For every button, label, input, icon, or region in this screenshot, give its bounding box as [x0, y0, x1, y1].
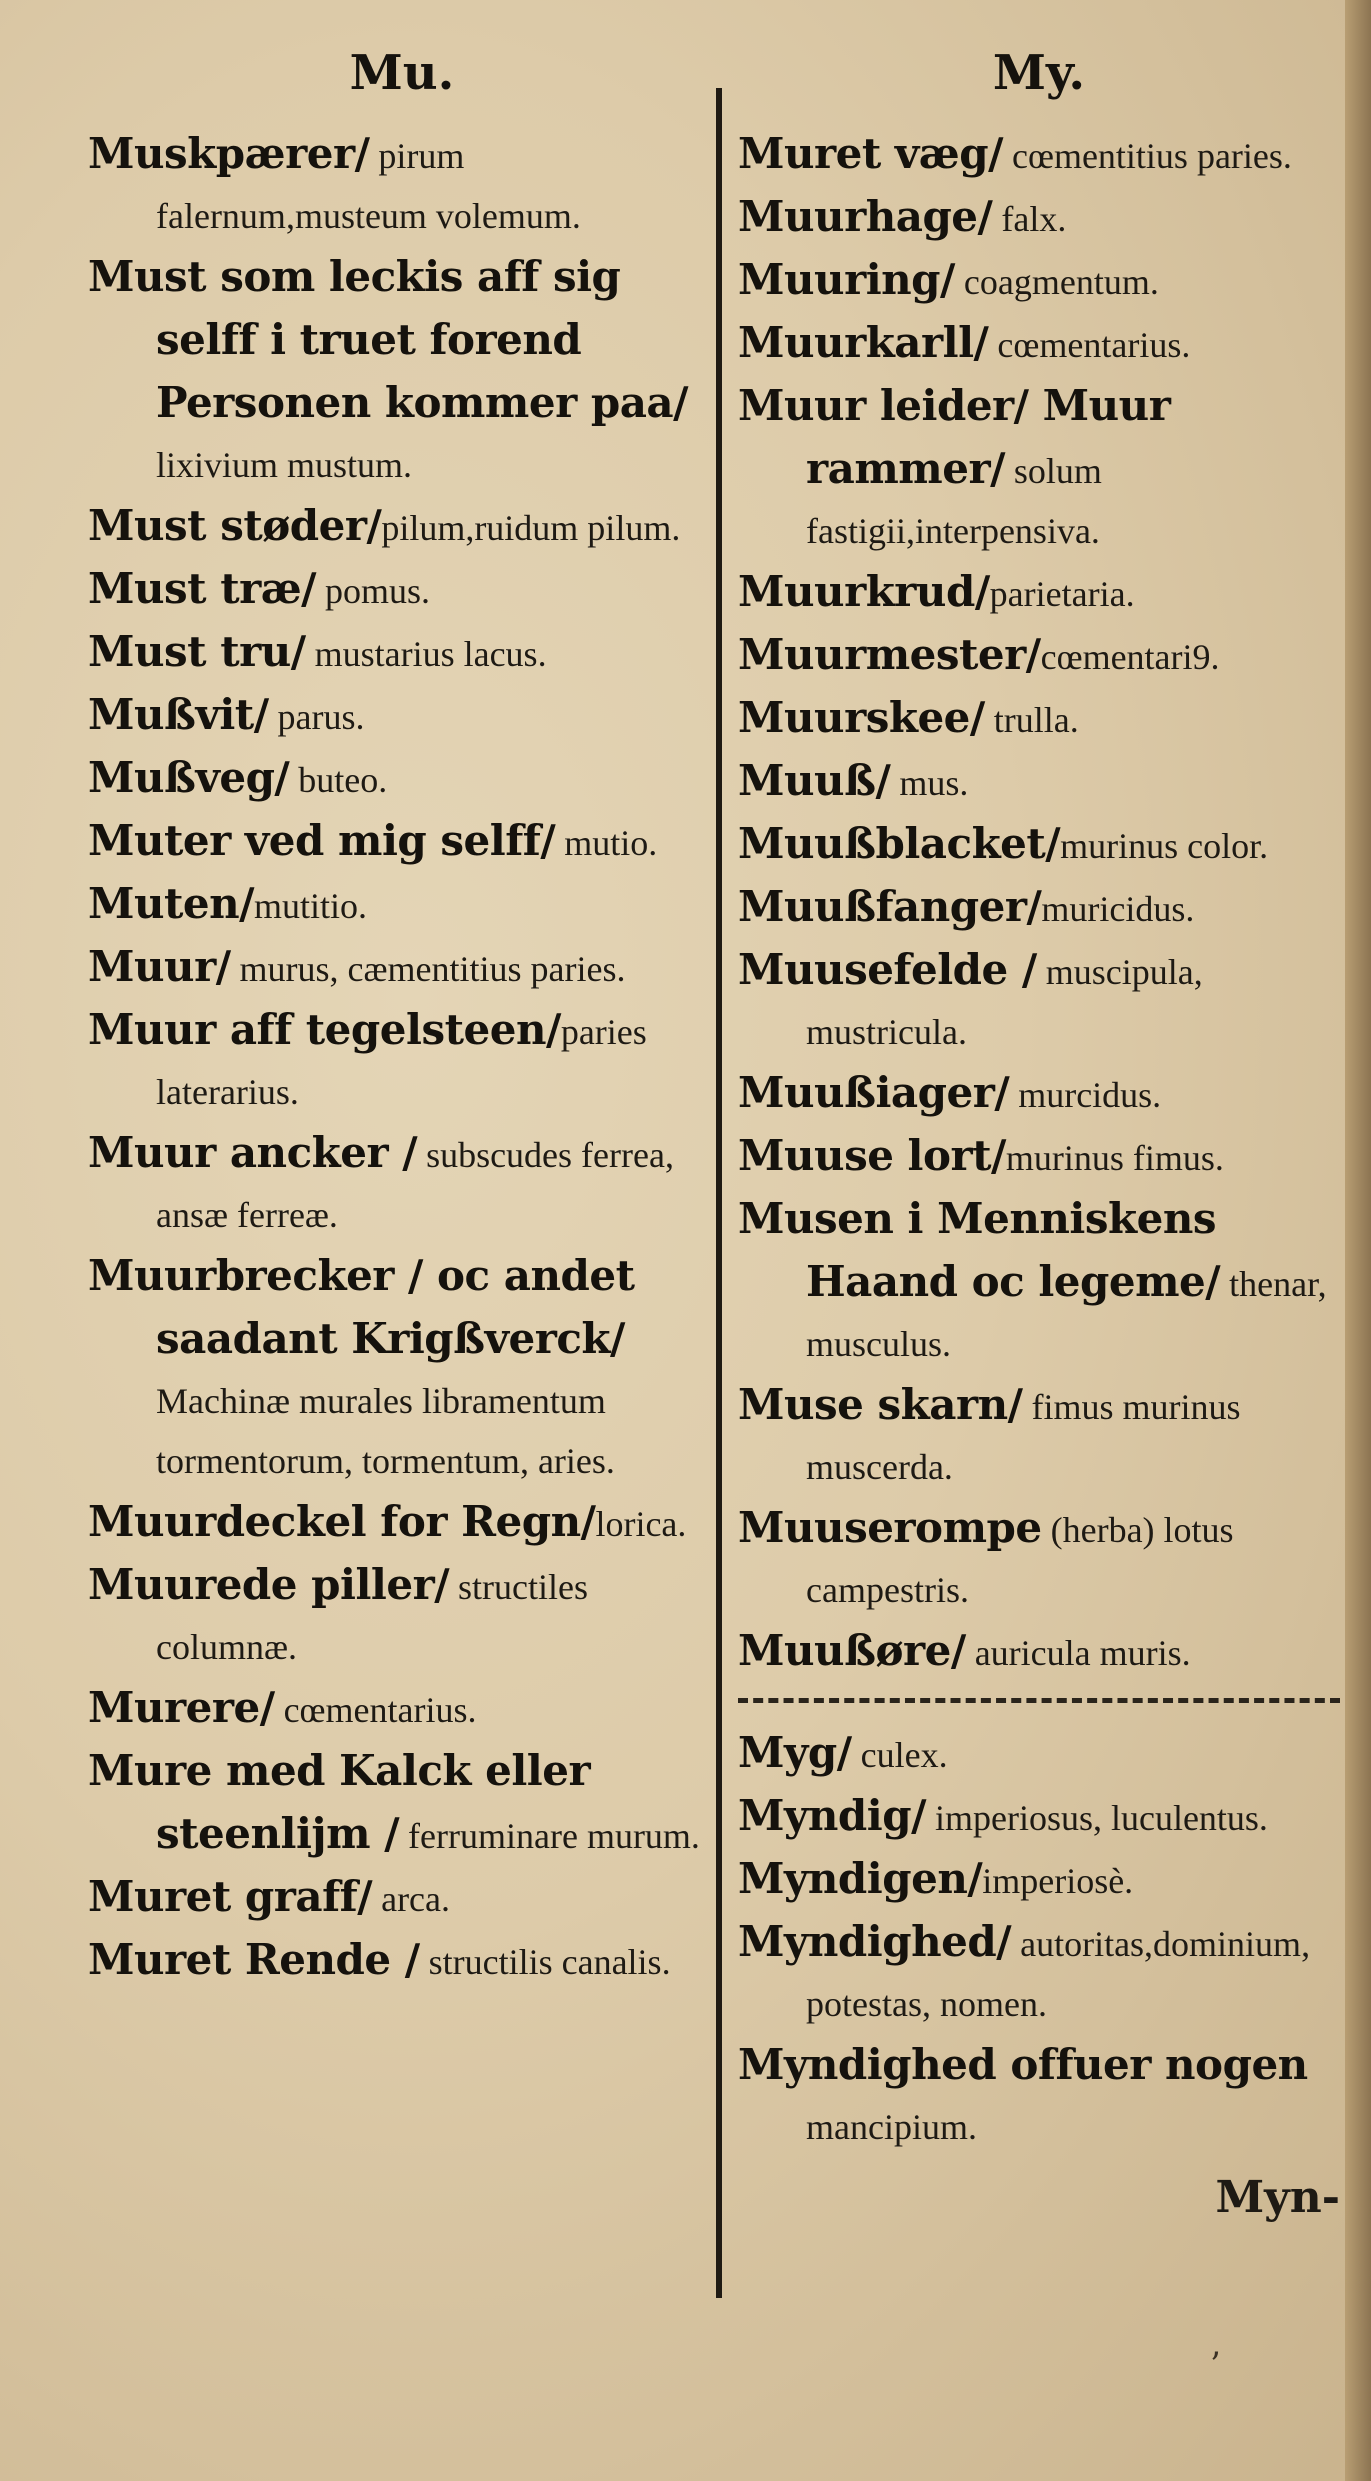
- entry-headword: Muuserompe: [738, 1503, 1042, 1552]
- entry-headword: Muret graff/: [88, 1872, 373, 1921]
- entry-gloss: imperiosè.: [982, 1861, 1134, 1901]
- entry-headword: Muur/: [88, 942, 231, 991]
- dictionary-entry: [738, 1849, 1340, 1912]
- dictionary-entry: [738, 1621, 1340, 1684]
- dictionary-entry: [88, 1867, 716, 1930]
- dictionary-entry: [738, 814, 1340, 877]
- entry-gloss: solum fastigii,interpensiva.: [806, 451, 1102, 551]
- entry-headword: Muskpærer/: [88, 129, 370, 178]
- entry-gloss: Machinæ murales libramentum tormentorum, tormentum, aries.: [156, 1381, 615, 1481]
- dictionary-entry: [738, 1786, 1340, 1849]
- right-entry-list-top: [738, 124, 1340, 1684]
- entry-headword: Murere/: [88, 1683, 275, 1732]
- dictionary-entry: [88, 937, 716, 1000]
- entry-gloss: cœmentari9.: [1040, 637, 1220, 677]
- dictionary-entry: [88, 1930, 716, 1993]
- entry-headword: Muur aff tegelsteen/: [88, 1005, 561, 1054]
- entry-headword: Muuring/: [738, 255, 955, 304]
- right-column: [738, 40, 1340, 2227]
- entry-gloss: mutitio.: [254, 886, 368, 926]
- entry-headword: Mußveg/: [88, 753, 290, 802]
- entry-gloss: subscudes ferrea, ansæ ferreæ.: [156, 1135, 674, 1235]
- entry-gloss: falx.: [992, 199, 1067, 239]
- entry-headword: Muuse lort/: [738, 1131, 1006, 1180]
- right-running-head: My.: [992, 45, 1086, 101]
- dictionary-entry: [738, 877, 1340, 940]
- entry-headword: Must tru/: [88, 627, 306, 676]
- left-running-head: Mu.: [349, 45, 455, 101]
- left-column: [88, 40, 716, 1993]
- entry-headword: Muurmester/: [738, 630, 1041, 679]
- dictionary-entry: [88, 811, 716, 874]
- entry-headword: Must træ/: [88, 564, 317, 613]
- entry-gloss: coagmentum.: [954, 262, 1159, 302]
- dictionary-entry: [88, 1000, 716, 1123]
- dictionary-entry: [738, 376, 1340, 562]
- entry-gloss: mancipium.: [806, 2107, 977, 2147]
- entry-gloss: murinus color.: [1060, 826, 1269, 866]
- entry-headword: Muußblacket/: [738, 819, 1061, 868]
- entry-gloss: muscipula, mustricula.: [806, 952, 1203, 1052]
- entry-gloss: pomus.: [316, 571, 431, 611]
- entry-headword: Muter ved mig selff/: [88, 816, 556, 865]
- entry-headword: Muußiager/: [738, 1068, 1010, 1117]
- entry-gloss: pirum falernum,musteum volemum.: [156, 136, 581, 236]
- entry-gloss: imperiosus, luculentus.: [925, 1798, 1268, 1838]
- entry-gloss: mutio.: [555, 823, 658, 863]
- section-divider: [738, 1698, 1340, 1703]
- dictionary-entry: [738, 1063, 1340, 1126]
- entry-gloss: autoritas,dominium, potestas, nomen.: [806, 1924, 1311, 2024]
- entry-headword: Muret væg/: [738, 129, 1003, 178]
- left-entry-list: [88, 124, 716, 1993]
- dictionary-entry: [738, 124, 1340, 187]
- entry-headword: Muret Rende /: [88, 1935, 420, 1984]
- entry-headword: Muurdeckel for Regn/: [88, 1497, 596, 1546]
- dictionary-entry: [88, 1246, 716, 1492]
- dictionary-entry: [738, 187, 1340, 250]
- entry-gloss: murus, cæmentitius paries.: [230, 949, 626, 989]
- entry-headword: Musen i Menniskens Haand oc legeme/: [738, 1194, 1221, 1306]
- entry-headword: Myndighed/: [738, 1917, 1012, 1966]
- dictionary-entry: [88, 1492, 716, 1555]
- dictionary-entry: [738, 751, 1340, 814]
- dictionary-entry: [738, 1912, 1340, 2035]
- entry-gloss: lorica.: [595, 1504, 687, 1544]
- entry-headword: Muurhage/: [738, 192, 993, 241]
- dictionary-entry: [738, 940, 1340, 1063]
- entry-gloss: cœmentarius.: [274, 1690, 477, 1730]
- entry-gloss: paries laterarius.: [156, 1012, 647, 1112]
- entry-gloss: (herba) lotus campestris.: [806, 1510, 1234, 1610]
- entry-gloss: fimus murinus muscerda.: [806, 1387, 1241, 1487]
- entry-gloss: lixivium mustum.: [156, 445, 413, 485]
- dictionary-entry: [88, 559, 716, 622]
- catchword: Myn-: [1215, 2172, 1340, 2223]
- dictionary-entry: [738, 562, 1340, 625]
- page-edge: [1345, 0, 1371, 2481]
- entry-gloss: cœmentarius.: [988, 325, 1191, 365]
- entry-headword: Muse skarn/: [738, 1380, 1023, 1429]
- entry-headword: Muur ancker /: [88, 1128, 418, 1177]
- dictionary-entry: [738, 250, 1340, 313]
- dictionary-entry: [738, 1723, 1340, 1786]
- dictionary-entry: [88, 748, 716, 811]
- entry-headword: Muurkarll/: [738, 318, 989, 367]
- entry-headword: Muurede piller/: [88, 1560, 450, 1609]
- entry-gloss: culex.: [851, 1735, 948, 1775]
- dictionary-entry: [738, 625, 1340, 688]
- dictionary-entry: [88, 1678, 716, 1741]
- dictionary-entry: [88, 1555, 716, 1678]
- entry-gloss: trulla.: [984, 700, 1079, 740]
- entry-headword: Muußfanger/: [738, 882, 1042, 931]
- dictionary-entry: [738, 688, 1340, 751]
- entry-headword: Muußøre/: [738, 1626, 966, 1675]
- dictionary-entry: [88, 622, 716, 685]
- entry-headword: Muurbrecker / oc andet saadant Krigßverck/: [88, 1251, 635, 1363]
- dictionary-entry: [88, 1741, 716, 1867]
- entry-headword: Myndig/: [738, 1791, 926, 1840]
- entry-headword: Muusefelde /: [738, 945, 1037, 994]
- entry-gloss: pilum,ruidum pilum.: [381, 508, 681, 548]
- entry-gloss: mustarius lacus.: [305, 634, 547, 674]
- column-rule: [716, 88, 722, 2298]
- dictionary-entry: [88, 874, 716, 937]
- entry-gloss: arca.: [372, 1879, 451, 1919]
- dictionary-entry: [738, 1375, 1340, 1498]
- entry-gloss: buteo.: [289, 760, 388, 800]
- dictionary-entry: [88, 247, 716, 496]
- dictionary-entry: [738, 1498, 1340, 1621]
- entry-gloss: structilis canalis.: [419, 1942, 671, 1982]
- right-entry-list-bottom: [738, 1723, 1340, 2158]
- entry-headword: Mußvit/: [88, 690, 269, 739]
- entry-headword: Muurkrud/: [738, 567, 990, 616]
- dictionary-entry: [88, 124, 716, 247]
- entry-gloss: murcidus.: [1009, 1075, 1162, 1115]
- dictionary-entry: [738, 1189, 1340, 1375]
- entry-headword: Mure med Kalck eller steenlijm /: [88, 1746, 591, 1858]
- entry-headword: Myndighed offuer nogen: [738, 2040, 1308, 2089]
- entry-gloss: parietaria.: [989, 574, 1135, 614]
- dictionary-entry: [738, 313, 1340, 376]
- dictionary-entry: [738, 1126, 1340, 1189]
- entry-gloss: structiles columnæ.: [156, 1567, 589, 1667]
- dictionary-entry: [88, 496, 716, 559]
- entry-gloss: cœmentitius paries.: [1002, 136, 1292, 176]
- entry-headword: Muurskee/: [738, 693, 985, 742]
- entry-gloss: ferruminare murum.: [399, 1816, 700, 1856]
- entry-headword: Muten/: [88, 879, 255, 928]
- entry-gloss: muricidus.: [1041, 889, 1195, 929]
- entry-gloss: auricula muris.: [965, 1633, 1191, 1673]
- dictionary-entry: [738, 2035, 1340, 2158]
- entry-gloss: parus.: [268, 697, 365, 737]
- entry-headword: Myg/: [738, 1728, 852, 1777]
- entry-gloss: murinus fimus.: [1005, 1138, 1224, 1178]
- entry-headword: Must støder/: [88, 501, 382, 550]
- dictionary-entry: [88, 685, 716, 748]
- margin-mark: ’: [1210, 2345, 1221, 2385]
- entry-headword: Myndigen/: [738, 1854, 983, 1903]
- entry-gloss: mus.: [890, 763, 969, 803]
- entry-headword: Must som leckis aff sig selff i truet forend Personen kommer paa/: [88, 252, 688, 427]
- entry-gloss: thenar, musculus.: [806, 1264, 1327, 1364]
- dictionary-entry: [88, 1123, 716, 1246]
- entry-headword: Muur leider/ Muur rammer/: [738, 381, 1171, 493]
- entry-headword: Muuß/: [738, 756, 891, 805]
